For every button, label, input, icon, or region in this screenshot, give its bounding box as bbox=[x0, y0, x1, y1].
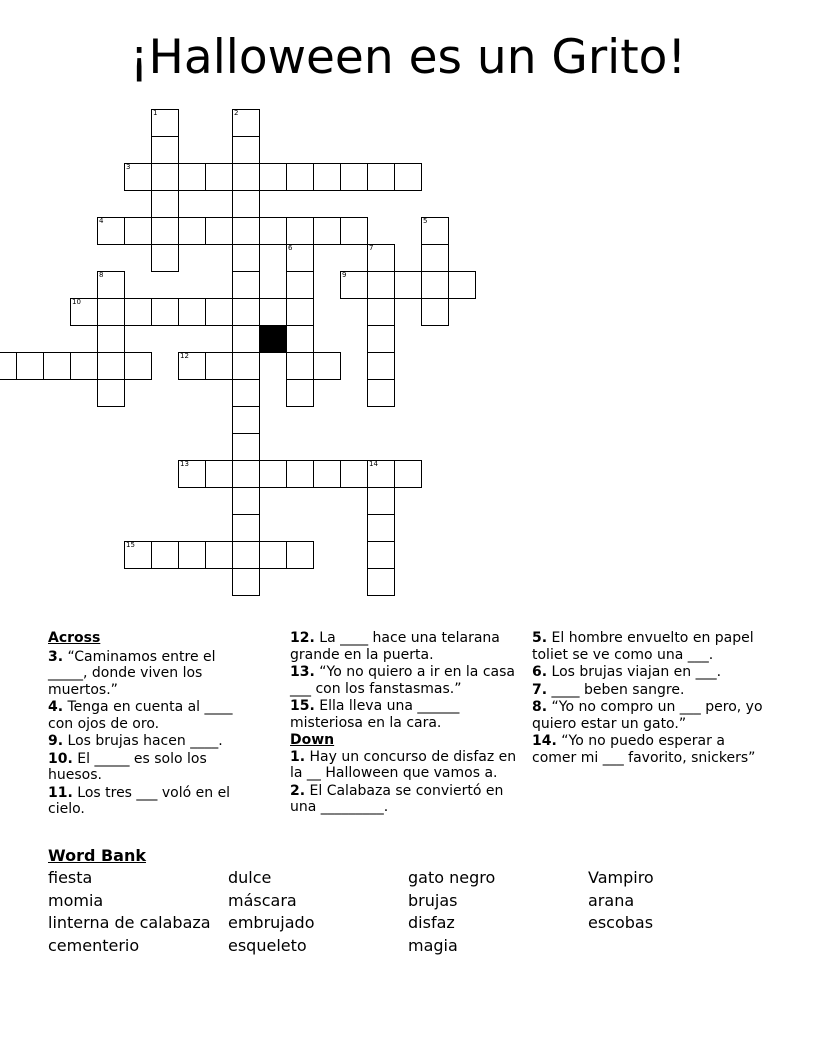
grid-cell[interactable] bbox=[124, 298, 152, 326]
clue: 2. El Calabaza se conviertó en una _________. bbox=[290, 782, 504, 815]
word-bank-item: arana bbox=[588, 890, 635, 910]
grid-cell[interactable] bbox=[0, 352, 17, 380]
grid-cell[interactable] bbox=[124, 217, 152, 245]
grid-cell[interactable] bbox=[97, 298, 125, 326]
word-bank bbox=[48, 868, 788, 958]
grid-cell[interactable] bbox=[394, 163, 422, 191]
clue-number: 4 bbox=[99, 217, 104, 225]
grid-cell[interactable] bbox=[151, 136, 179, 164]
grid-cell[interactable] bbox=[340, 163, 368, 191]
grid-cell[interactable] bbox=[16, 352, 44, 380]
word-bank-item: cementerio bbox=[48, 935, 140, 955]
grid-cell[interactable] bbox=[313, 163, 341, 191]
clue: 12. La ____ hace una telarana grande en la puerta. bbox=[290, 630, 500, 663]
word-bank-item: momia bbox=[48, 890, 104, 910]
grid-cell[interactable] bbox=[232, 406, 260, 434]
clues-column-2 bbox=[290, 630, 518, 817]
clue-number: 12 bbox=[180, 352, 189, 360]
grid-cell[interactable] bbox=[124, 352, 152, 380]
grid-cell[interactable] bbox=[286, 460, 314, 488]
grid-cell[interactable] bbox=[151, 244, 179, 272]
grid-cell[interactable] bbox=[313, 460, 341, 488]
clue-number: 10 bbox=[72, 298, 81, 306]
grid-cell[interactable] bbox=[367, 541, 395, 569]
grid-cell[interactable] bbox=[421, 298, 449, 326]
grid-cell[interactable] bbox=[232, 541, 260, 569]
grid-cell[interactable] bbox=[259, 298, 287, 326]
grid-cell[interactable] bbox=[178, 298, 206, 326]
grid-cell[interactable] bbox=[151, 109, 179, 137]
clue: 11. Los tres ___ voló en el cielo. bbox=[48, 784, 231, 817]
word-bank-item: máscara bbox=[228, 890, 297, 910]
grid-cell[interactable] bbox=[232, 352, 260, 380]
grid-cell[interactable] bbox=[232, 433, 260, 461]
grid-cell[interactable] bbox=[286, 271, 314, 299]
clue-number: 5 bbox=[423, 217, 428, 225]
grid-cell[interactable] bbox=[367, 379, 395, 407]
grid-cell[interactable] bbox=[232, 568, 260, 596]
grid-cell[interactable] bbox=[232, 271, 260, 299]
grid-cell[interactable] bbox=[259, 541, 287, 569]
grid-cell[interactable] bbox=[286, 163, 314, 191]
word-bank-item: escobas bbox=[588, 913, 654, 932]
black-cell bbox=[259, 325, 287, 353]
grid-cell[interactable] bbox=[367, 163, 395, 191]
grid-cell[interactable] bbox=[259, 163, 287, 191]
grid-cell[interactable] bbox=[421, 271, 449, 299]
clue: 3. “Caminamos entre el _____, donde viven los muertos.” bbox=[48, 648, 216, 698]
clue: 8. “Yo no compro un ___ pero, yo quiero estar un gato.” bbox=[532, 699, 763, 732]
grid-cell[interactable] bbox=[394, 460, 422, 488]
grid-cell[interactable] bbox=[367, 460, 395, 488]
grid-cell[interactable] bbox=[232, 136, 260, 164]
clue-number: 6 bbox=[288, 244, 293, 252]
grid-cell[interactable] bbox=[313, 352, 341, 380]
grid-cell[interactable] bbox=[151, 541, 179, 569]
clue: 7. ____ beben sangre. bbox=[532, 681, 685, 698]
page-title: ¡Halloween es un Grito! bbox=[129, 30, 687, 85]
grid-cell[interactable] bbox=[421, 217, 449, 245]
grid-cell[interactable] bbox=[97, 217, 125, 245]
word-bank-item: disfaz bbox=[408, 913, 455, 932]
grid-cell[interactable] bbox=[313, 217, 341, 245]
grid-cell[interactable] bbox=[286, 379, 314, 407]
grid-cell[interactable] bbox=[448, 271, 476, 299]
clue-number: 7 bbox=[369, 244, 374, 252]
word-bank-item: magia bbox=[408, 935, 458, 955]
word-bank-item: esqueleto bbox=[228, 935, 307, 955]
grid-cell[interactable] bbox=[259, 217, 287, 245]
word-bank-item: gato negro bbox=[408, 868, 496, 887]
clue-number: 2 bbox=[234, 109, 239, 117]
clue: 13. “Yo no quiero a ir en la casa ___ con los fanstasmas.” bbox=[290, 664, 515, 697]
grid-cell[interactable] bbox=[178, 163, 206, 191]
grid-cell[interactable] bbox=[97, 352, 125, 380]
grid-cell[interactable] bbox=[340, 217, 368, 245]
grid-cell[interactable] bbox=[97, 271, 125, 299]
word-bank-item: linterna de calabaza bbox=[48, 913, 211, 932]
grid-cell[interactable] bbox=[232, 487, 260, 515]
clue-number: 13 bbox=[180, 460, 189, 468]
grid-cell[interactable] bbox=[421, 244, 449, 272]
word-bank-item: fiesta bbox=[48, 868, 93, 887]
clues-column-3 bbox=[532, 630, 772, 767]
grid-cell[interactable] bbox=[259, 460, 287, 488]
grid-cell[interactable] bbox=[286, 352, 314, 380]
grid-cell[interactable] bbox=[367, 514, 395, 542]
grid-cell[interactable] bbox=[232, 163, 260, 191]
grid-cell[interactable] bbox=[367, 244, 395, 272]
word-bank-title: Word Bank bbox=[48, 846, 147, 865]
grid-cell[interactable] bbox=[43, 352, 71, 380]
grid-cell[interactable] bbox=[340, 460, 368, 488]
clue-number: 15 bbox=[126, 541, 135, 549]
grid-cell[interactable] bbox=[205, 352, 233, 380]
grid-cell[interactable] bbox=[367, 487, 395, 515]
clue-number: 9 bbox=[342, 271, 347, 279]
grid-cell[interactable] bbox=[232, 325, 260, 353]
grid-cell[interactable] bbox=[286, 217, 314, 245]
grid-cell[interactable] bbox=[151, 163, 179, 191]
grid-cell[interactable] bbox=[232, 298, 260, 326]
clue: 14. “Yo no puedo esperar a comer mi ___ favorito, snickers” bbox=[532, 733, 756, 766]
grid-cell[interactable] bbox=[151, 298, 179, 326]
grid-cell[interactable] bbox=[367, 325, 395, 353]
grid-cell[interactable] bbox=[70, 352, 98, 380]
grid-cell[interactable] bbox=[394, 271, 422, 299]
word-bank-item: embrujado bbox=[228, 913, 315, 932]
grid-cell[interactable] bbox=[124, 163, 152, 191]
grid-cell[interactable] bbox=[97, 379, 125, 407]
grid-cell[interactable] bbox=[178, 352, 206, 380]
clue-number: 8 bbox=[99, 271, 104, 279]
grid-cell[interactable] bbox=[286, 325, 314, 353]
clue: 4. Tenga en cuenta al ____ con ojos de oro. bbox=[48, 699, 233, 732]
grid-cell[interactable] bbox=[178, 460, 206, 488]
grid-cell[interactable] bbox=[205, 217, 233, 245]
down-header: Down bbox=[290, 732, 335, 748]
grid-cell[interactable] bbox=[286, 298, 314, 326]
grid-cell[interactable] bbox=[232, 109, 260, 137]
grid-cell[interactable] bbox=[232, 244, 260, 272]
grid-cell[interactable] bbox=[205, 541, 233, 569]
grid-cell[interactable] bbox=[178, 541, 206, 569]
clue: 9. Los brujas hacen ____. bbox=[48, 733, 223, 749]
clue: 5. El hombre envuelto en papel toliet se ve como una ___. bbox=[532, 630, 754, 663]
clue: 10. El _____ es solo los huesos. bbox=[48, 750, 207, 783]
grid-cell[interactable] bbox=[205, 298, 233, 326]
grid-cell[interactable] bbox=[232, 514, 260, 542]
grid-cell[interactable] bbox=[367, 352, 395, 380]
grid-cell[interactable] bbox=[205, 163, 233, 191]
clue: 1. Hay un concurso de disfaz en la __ Halloween que vamos a. bbox=[290, 748, 517, 781]
across-header: Across bbox=[48, 630, 101, 646]
grid-cell[interactable] bbox=[286, 541, 314, 569]
grid-cell[interactable] bbox=[367, 298, 395, 326]
grid-cell[interactable] bbox=[367, 271, 395, 299]
word-bank-item: dulce bbox=[228, 868, 272, 887]
clue: 15. Ella lleva una ______ misteriosa en la cara. bbox=[290, 698, 460, 731]
grid-cell[interactable] bbox=[340, 271, 368, 299]
grid-cell[interactable] bbox=[232, 460, 260, 488]
word-bank-item: brujas bbox=[408, 890, 458, 910]
grid-cell[interactable] bbox=[70, 298, 98, 326]
grid-cell[interactable] bbox=[232, 217, 260, 245]
clue-number: 1 bbox=[153, 109, 158, 117]
grid-cell[interactable] bbox=[205, 460, 233, 488]
grid-cell[interactable] bbox=[124, 541, 152, 569]
clue-number: 3 bbox=[126, 163, 131, 171]
clue-number: 14 bbox=[369, 460, 378, 468]
grid-cell[interactable] bbox=[232, 190, 260, 218]
grid-cell[interactable] bbox=[151, 190, 179, 218]
word-bank-item bbox=[588, 936, 768, 959]
grid-cell[interactable] bbox=[232, 379, 260, 407]
clues-column-1 bbox=[48, 630, 258, 819]
clue: 6. Los brujas viajan en ___. bbox=[532, 664, 722, 680]
grid-cell[interactable] bbox=[178, 217, 206, 245]
grid-cell[interactable] bbox=[97, 325, 125, 353]
grid-cell[interactable] bbox=[367, 568, 395, 596]
word-bank-item: Vampiro bbox=[588, 868, 654, 887]
grid-cell[interactable] bbox=[286, 244, 314, 272]
